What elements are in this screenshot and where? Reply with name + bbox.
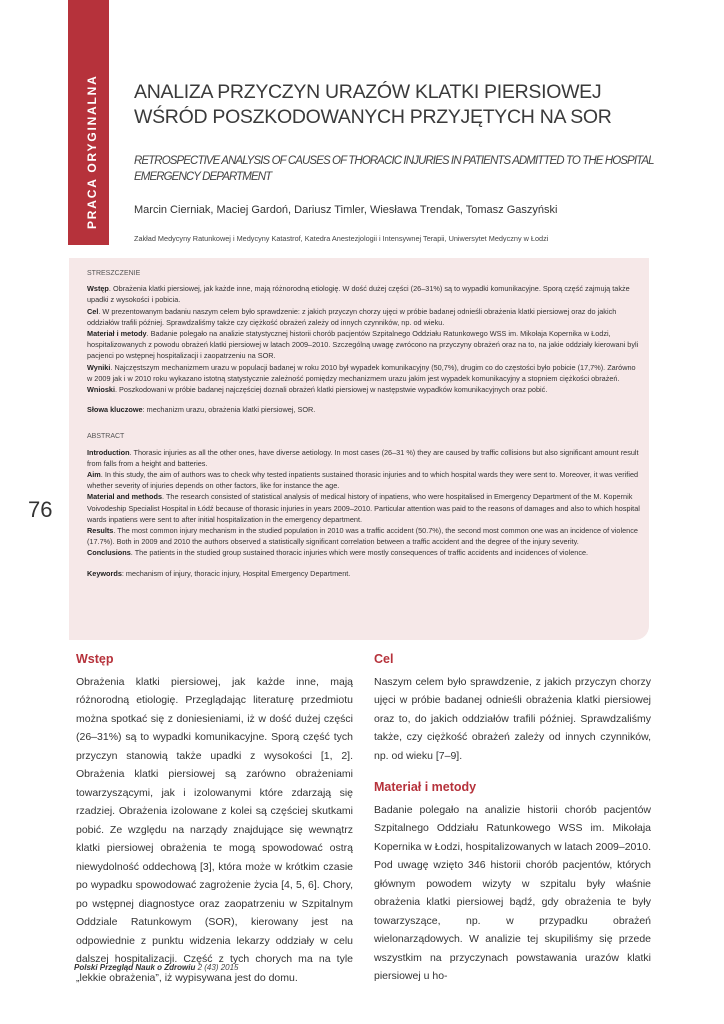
label: Introduction bbox=[87, 447, 130, 457]
streszczenie-wyniki bbox=[87, 362, 641, 384]
text: . The patients in the studied group sustained thoracic injuries which were mostly consequences of traffic accidents and incidences of violence. bbox=[130, 548, 589, 558]
abstract-methods bbox=[87, 491, 641, 525]
text: . Thorasic injuries as all the other ones, have diverse aetiology. In most cases (26–31 %) they are caused by traffic collisions but also significant amount result from falls from a height and batteries. bbox=[87, 447, 639, 468]
streszczenie-wstep bbox=[87, 283, 641, 305]
abstract-results bbox=[87, 525, 641, 547]
authors: Marcin Cierniak, Maciej Gardoń, Dariusz Timler, Wiesława Trendak, Tomasz Gaszyński bbox=[134, 204, 558, 216]
label: Wnioski bbox=[87, 385, 115, 395]
page-number: 76 bbox=[28, 497, 53, 522]
abstract-heading: ABSTRACT bbox=[87, 433, 125, 441]
metody-text: Badanie polegało na analizie historii chorób pacjentów Szpitalnego Oddziału Ratunkowego WSS im. Mikołaja Kopernika w Łodzi, hospitalizowanych w latach 2009–2010. Pod uwagę wzięto 346 historii chorób pacjentów, których głównym powodem wizyty w szpitalu były właśnie obrażenia klatki piersiowej bądź, gdy obrażenia te były towarzyszące, np. w przypadku obrażeń wielonarządowych. W analizie tej skupiliśmy się przede wszystkim na przyczynach powstawania urazów klatki piersiowej u ho- bbox=[374, 803, 651, 982]
text: . Poszkodowani w próbie badanej najczęściej doznali obrażeń klatki piersiowej w następstwie wypadków komunikacyjnych oraz pobić. bbox=[114, 385, 548, 395]
label: Conclusions bbox=[87, 548, 131, 558]
article-title: ANALIZA PRZYCZYN URAZÓW KLATKI PIERSIOWEJ WŚRÓD POSZKODOWANYCH PRZYJĘTYCH NA SOR bbox=[134, 81, 612, 128]
label: Wyniki bbox=[87, 362, 111, 372]
abstract-aim bbox=[87, 469, 641, 491]
journal-name: Polski Przegląd Nauk o Zdrowiu bbox=[74, 963, 196, 972]
cel-heading: Cel bbox=[374, 652, 394, 666]
journal-issue: 2 (43) 2015 bbox=[195, 963, 239, 972]
label: Cel bbox=[87, 306, 99, 316]
text: . The research consisted of statistical analysis of medical history of inpatiens, who were hospitalised in Emergency Department of the M. Kopernik Voivodeship Specialist Hospital in Łódź because of thorasic injuries in years 2009–2010. Particular attention was paid to the reasons of damages and also to which hospital wards inpatiens were sent to after initial hospitalization in the emergency department. bbox=[87, 492, 640, 524]
abstract-introduction bbox=[87, 447, 641, 469]
text: . Najczęstszym mechanizmem urazu w populacji badanej w roku 2010 był wypadek komunikacyjny (50,7%), drugim co do częstości było pobicie (17,7%). Zarówno w 2009 jak i w 2010 roku wykazano istotną statystycznie zależność pomiędzy mechanizmem urazu jakim jest wypadek komunikacyjny a stopniem ciężkości obrażeń. bbox=[87, 362, 636, 383]
article-subtitle: RETROSPECTIVE ANALYSIS OF CAUSES OF THORACIC INJURIES IN PATIENTS ADMITTED TO THE HOSPITAL EMERGENCY DEPARTMENT bbox=[134, 155, 654, 183]
streszczenie-wnioski bbox=[87, 384, 641, 395]
abstract-box bbox=[69, 258, 649, 640]
text: . The most common injury mechanism in the studied population in 2010 was a traffic accident (50.7%), the second most common one was an incidence of violence (17.7%). Both in 2009 and 2010 the authors observed a statistically significant correlation between a traffic accident and the degree of the injury severity. bbox=[87, 526, 638, 547]
text: . Badanie polegało na analizie statystycznej historii chorób pacjentów Szpitalnego Oddziału Ratunkowego WSS im. Mikołaja Kopernika w Łodzi, hospitalizowanych z powodu obrażeń klatki piersiowej w latach 2009–2010. Szczególną uwagę zwrócono na przyczyny obrażeń oraz na to, na jakie oddziały kierowani byli pacjenci po wstępnej hospitalizacji i zaopatrzeniu na SOR. bbox=[87, 329, 639, 361]
wstep-text: Obrażenia klatki piersiowej, jak każde inne, mają różnorodną etiologię. Przeglądając literaturę przedmiotu można spotkać się z doniesieniami, iż w dość dużej części (26–31%) są to wypadki komunikacyjne. Sporą część tych przyczyn stanowią także upadki z wysokości [1, 2]. Obrażenia klatki piersiowej są zarówno obrażeniami towarzyszącymi, jak i izolowanymi które zdarzają się rzadziej. Obrażenia izolowane z kolei są częściej skutkami pobić. Ze względu na narządy znajdujące się wewnątrz klatki piersiowej obrażenia te mogą spowodować ostrą niewydolność oddechową [3], która może w krótkim czasie po wypadku spowodować zagrożenie życia [4, 5, 6]. Chory, po wstępnej diagnostyce oraz zaopatrzeniu w Szpitalnym Oddziale Ratunkowym (SOR), kierowany jest na odpowiednie z punktu widzenia lekarzy oddziały w celu dalszej hospitalizacji. Część z tych chorych ma na tyle „lekkie obrażenia”, iż wypisywana jest do domu. bbox=[76, 675, 353, 984]
column-left bbox=[76, 650, 353, 987]
label: Aim bbox=[87, 470, 101, 480]
text: : mechanizm urazu, obrażenia klatki piersiowej, SOR. bbox=[142, 405, 316, 415]
label: Słowa kluczowe bbox=[87, 405, 143, 415]
affiliation: Zakład Medycyny Ratunkowej i Medycyny Katastrof, Katedra Anestezjologii i Intensywnej Terapii, Uniwersytet Medyczny w Łodzi bbox=[134, 234, 549, 243]
label: Wstęp bbox=[87, 284, 109, 294]
metody-heading: Materiał i metody bbox=[374, 780, 477, 794]
streszczenie-heading: STRESZCZENIE bbox=[87, 270, 141, 277]
streszczenie-metody bbox=[87, 328, 641, 362]
text: . W prezentowanym badaniu naszym celem było sprawdzenie: z jakich przyczyn chorzy ujęci w próbie badanej odnieśli obrażenia klatki piersiowej oraz do jakich oddziałów trafili później. Sprawdzaliśmy także czy ciężkość obrażeń zależy od innych czynników, np. od wieku. bbox=[87, 306, 617, 327]
text: . Obrażenia klatki piersiowej, jak każde inne, mają różnorodną etiologię. W dość dużej części (26–31%) są to wypadki komunikacyjne. Sporą część zajmują także upadki z wysokości i pobicia. bbox=[87, 284, 630, 305]
column-right bbox=[374, 650, 651, 986]
footer bbox=[74, 963, 239, 972]
text: . In this study, the aim of authors was to check why tested inpatients sustained thorasic injuries and to which hospital wards they were sent to. Moreover, it was verified whether severity of injuries depends on other factors, like for instance the age. bbox=[87, 470, 639, 491]
wstep-heading: Wstęp bbox=[76, 652, 114, 666]
streszczenie-cel bbox=[87, 306, 641, 328]
cel-text: Naszym celem było sprawdzenie, z jakich przyczyn chorzy ujęci w próbie badanej odnieśli obrażenia klatki piersiowej oraz to, do jakich oddziałów trafili później. Sprawdzaliśmy także, czy ciężkość obrażeń zależy od innych czynników, np. od wieku [7–9]. bbox=[374, 675, 651, 762]
label: Results bbox=[87, 526, 114, 536]
text: : mechanism of injury, thoracic injury, Hospital Emergency Department. bbox=[121, 568, 351, 578]
abstract-keywords bbox=[87, 568, 641, 579]
label: Keywords bbox=[87, 568, 122, 578]
label: Materiał i metody bbox=[87, 329, 147, 339]
section-label: PRACA ORYGINALNA bbox=[85, 74, 99, 229]
label: Material and methods bbox=[87, 492, 163, 502]
streszczenie-keywords bbox=[87, 404, 641, 415]
abstract-conclusions bbox=[87, 547, 641, 558]
